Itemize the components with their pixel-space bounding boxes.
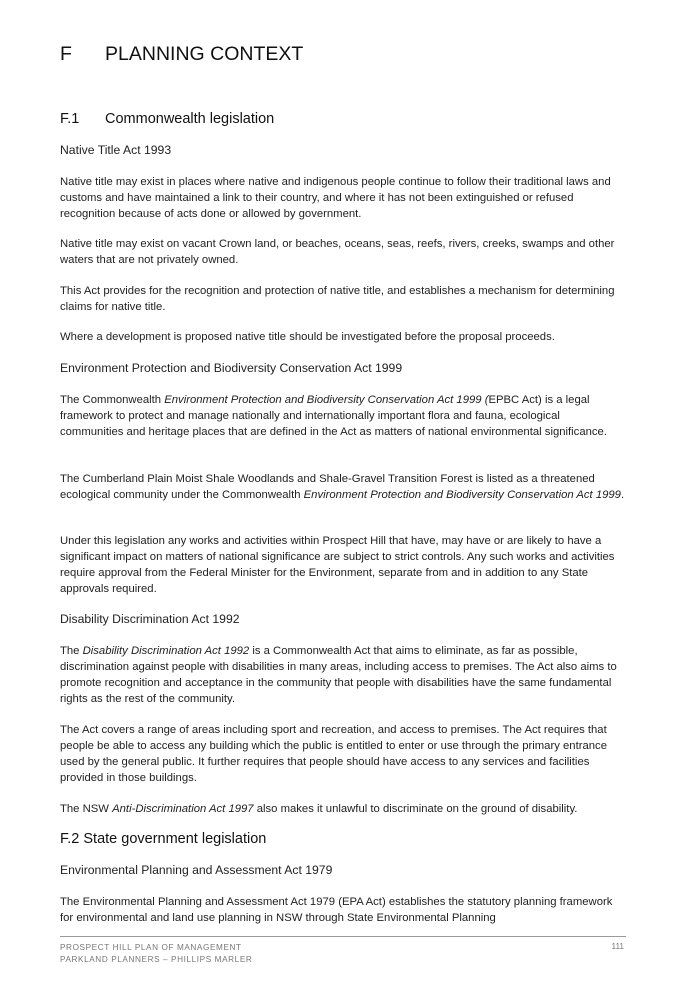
native-title-paragraph-3: This Act provides for the recognition and protection of native title, and establishes a mechanism for determining claims for native title. bbox=[60, 285, 615, 313]
chapter-letter: F bbox=[60, 43, 72, 65]
dda-paragraph-3: The NSW Anti-Discrimination Act 1997 also makes it unlawful to discriminate on the ground of disability. bbox=[60, 803, 578, 815]
dda-paragraph-2: The Act covers a range of areas including sport and recreation, and access to premises. The Act requires that people be able to access any building which the public is entitled to enter or use through the primary entrance used by the general public. It further requires that people should have access to any services and facilities provided in those buildings. bbox=[60, 724, 607, 784]
epbc-paragraph-1: The Commonwealth Environment Protection and Biodiversity Conservation Act 1999 (EPBC Act) is a legal framework to protect and manage nationally and internationally important flora and fauna, ecological communities and heritage places that are defined in the Act as matters of national environmental significance. bbox=[60, 394, 607, 438]
epbc-paragraph-3: Under this legislation any works and activities within Prospect Hill that have, may have or are likely to have a significant impact on matters of national significance are subject to strict controls. Any such works and activities require approval from the Federal Minister for the Environment, separate from and in addition to any State approvals required. bbox=[60, 535, 615, 595]
page-number: 111 bbox=[611, 942, 624, 951]
footer-document-title: PROSPECT HILL PLAN OF MANAGEMENT bbox=[60, 943, 242, 952]
epa-heading: Environmental Planning and Assessment Act 1979 bbox=[60, 863, 333, 877]
footer-authors: PARKLAND PLANNERS – PHILLIPS MARLER bbox=[60, 955, 253, 964]
chapter-title: PLANNING CONTEXT bbox=[105, 43, 304, 65]
epbc-paragraph-2: The Cumberland Plain Moist Shale Woodlands and Shale-Gravel Transition Forest is listed as a threatened ecological community under the Commonwealth Environment Protection and Biodiversity Conservation Act 1999. bbox=[60, 473, 625, 501]
native-title-paragraph-1: Native title may exist in places where native and indigenous people continue to follow their traditional laws and customs and have maintained a link to their country, and where it has not been extinguished or refused recognition because of acts done or allowed by government. bbox=[60, 176, 611, 220]
section-heading-f1 bbox=[60, 111, 274, 127]
dda-paragraph-1: The Disability Discrimination Act 1992 is a Commonwealth Act that aims to eliminate, as far as possible, discrimination against people with disabilities in many areas, including access to premises. The Act also aims to promote recognition and acceptance in the community that people with disabilities have the same fundamental rights as the rest of the community. bbox=[60, 645, 617, 705]
section-title: Commonwealth legislation bbox=[105, 111, 275, 127]
epbc-heading: Environment Protection and Biodiversity Conservation Act 1999 bbox=[60, 361, 403, 375]
epa-paragraph-1: The Environmental Planning and Assessment Act 1979 (EPA Act) establishes the statutory planning framework for environmental and land use planning in NSW through State Environmental Planning bbox=[60, 896, 613, 924]
native-title-paragraph-4: Where a development is proposed native title should be investigated before the proposal proceeds. bbox=[60, 331, 555, 343]
native-title-paragraph-2: Native title may exist on vacant Crown land, or beaches, oceans, seas, reefs, rivers, creeks, swamps and other waters that are not privately owned. bbox=[60, 238, 615, 266]
section-number: F.1 bbox=[60, 111, 80, 127]
footer-divider bbox=[60, 936, 626, 937]
native-title-heading: Native Title Act 1993 bbox=[60, 143, 172, 157]
chapter-heading bbox=[60, 43, 303, 66]
section-heading-f2: F.2 State government legislation bbox=[60, 831, 267, 847]
footer-text bbox=[60, 942, 252, 966]
dda-heading: Disability Discrimination Act 1992 bbox=[60, 612, 240, 626]
